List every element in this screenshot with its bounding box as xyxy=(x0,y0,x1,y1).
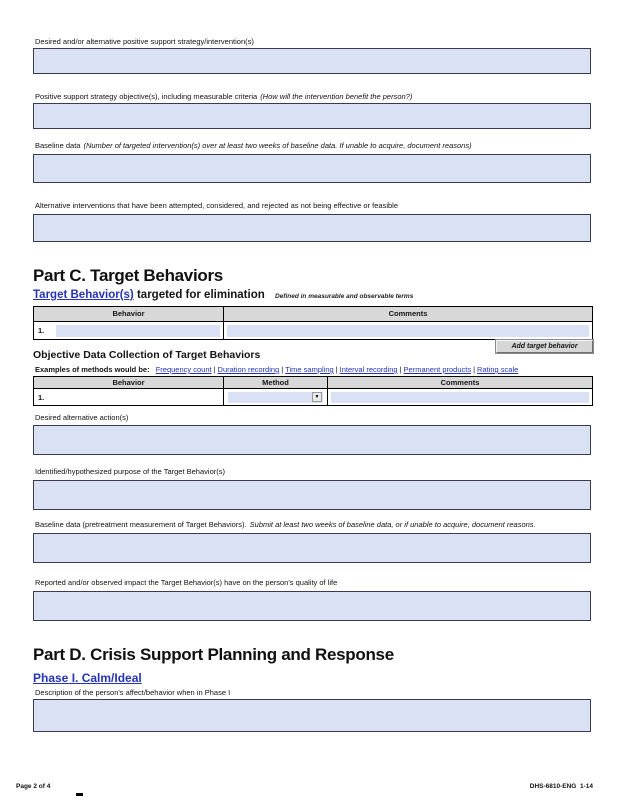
collection-header-method: Method xyxy=(224,377,328,388)
phase1-description-input[interactable] xyxy=(33,699,591,732)
hypothesized-purpose-input[interactable] xyxy=(33,480,591,510)
quality-of-life-impact-input[interactable] xyxy=(33,591,591,621)
collection-row-behavior-cell xyxy=(34,389,224,405)
part-c-title: Part C. Target Behaviors xyxy=(33,266,223,285)
link-rating-scale[interactable]: Rating scale xyxy=(477,365,519,374)
method-examples-prefix: Examples of methods would be: xyxy=(35,365,150,374)
collection-table xyxy=(33,376,593,406)
desired-strategy-input[interactable] xyxy=(33,48,591,74)
elimination-header-behavior: Behavior xyxy=(34,307,224,321)
collection-row-comments-cell xyxy=(328,389,592,405)
strategy-objectives-label: Positive support strategy objective(s), including measurable criteria (How will the intervention benefit the person?) xyxy=(35,92,413,101)
target-behaviors-heading xyxy=(33,289,413,303)
elimination-comments-input[interactable] xyxy=(227,325,589,337)
phase1-description-label: Description of the person's affect/behavior when in Phase I xyxy=(35,688,231,697)
quality-of-life-impact-label: Reported and/or observed impact the Target Behavior(s) have on the person's quality of life xyxy=(35,578,338,587)
desired-alternative-actions-input[interactable] xyxy=(33,425,591,455)
link-interval-recording[interactable]: Interval recording xyxy=(339,365,398,374)
elimination-row-behavior-cell xyxy=(34,322,224,339)
elimination-header-comments: Comments xyxy=(224,307,592,321)
method-examples-line: Examples of methods would be: Frequency count | Duration recording | Time sampling | Interval recording | Permanent products | Rating scale xyxy=(35,365,519,374)
link-permanent-products[interactable]: Permanent products xyxy=(403,365,472,374)
target-behaviors-link[interactable]: Target Behavior(s) xyxy=(33,289,134,301)
elimination-table xyxy=(33,306,593,340)
link-duration-recording[interactable]: Duration recording xyxy=(217,365,280,374)
link-frequency-count[interactable]: Frequency count xyxy=(155,365,212,374)
elimination-behavior-input[interactable] xyxy=(56,325,220,337)
page-bottom-mark xyxy=(76,793,83,796)
elimination-row-comments-cell xyxy=(224,322,592,339)
part-d-title: Part D. Crisis Support Planning and Response xyxy=(33,645,394,664)
hypothesized-purpose-label: Identified/hypothesized purpose of the Target Behavior(s) xyxy=(35,467,225,476)
collection-row-method-cell xyxy=(224,389,328,405)
row-number: 1. xyxy=(38,392,45,402)
baseline-data-input[interactable] xyxy=(33,154,591,183)
strategy-objectives-input[interactable] xyxy=(33,103,591,129)
dropdown-arrow-icon[interactable]: ▼ xyxy=(312,392,322,402)
phase-1-link[interactable]: Phase I. Calm/Ideal xyxy=(33,671,142,685)
baseline-pretreatment-input[interactable] xyxy=(33,533,591,563)
row-number: 1. xyxy=(38,326,45,335)
baseline-pretreatment-label: Baseline data (pretreatment measurement of Target Behaviors). Submit at least two weeks of baseline data, or if unable to acquire, document reasons. xyxy=(35,520,536,529)
method-dropdown[interactable] xyxy=(228,392,323,403)
add-target-behavior-button[interactable]: Add target behavior xyxy=(496,340,593,353)
collection-comments-input[interactable] xyxy=(331,392,589,403)
target-behaviors-rest: targeted for elimination xyxy=(136,289,265,301)
link-time-sampling[interactable]: Time sampling xyxy=(285,365,334,374)
desired-strategy-label: Desired and/or alternative positive support strategy/intervention(s) xyxy=(35,37,254,46)
collection-header-comments: Comments xyxy=(328,377,592,388)
desired-alternative-actions-label: Desired alternative action(s) xyxy=(35,413,129,422)
alternative-interventions-label: Alternative interventions that have been attempted, considered, and rejected as not being effective or feasible xyxy=(35,201,399,210)
alternative-interventions-input[interactable] xyxy=(33,214,591,242)
collection-header-behavior: Behavior xyxy=(34,377,224,388)
baseline-data-label: Baseline data (Number of targeted intervention(s) over at least two weeks of baseline data. If unable to acquire, document reasons) xyxy=(35,141,472,150)
target-behaviors-note: Defined in measurable and observable terms xyxy=(274,293,414,300)
page-number: Page 2 of 4 xyxy=(16,783,51,790)
objective-data-title: Objective Data Collection of Target Behaviors xyxy=(33,349,261,361)
form-number: DHS-6810-ENG 1-14 xyxy=(529,783,593,790)
